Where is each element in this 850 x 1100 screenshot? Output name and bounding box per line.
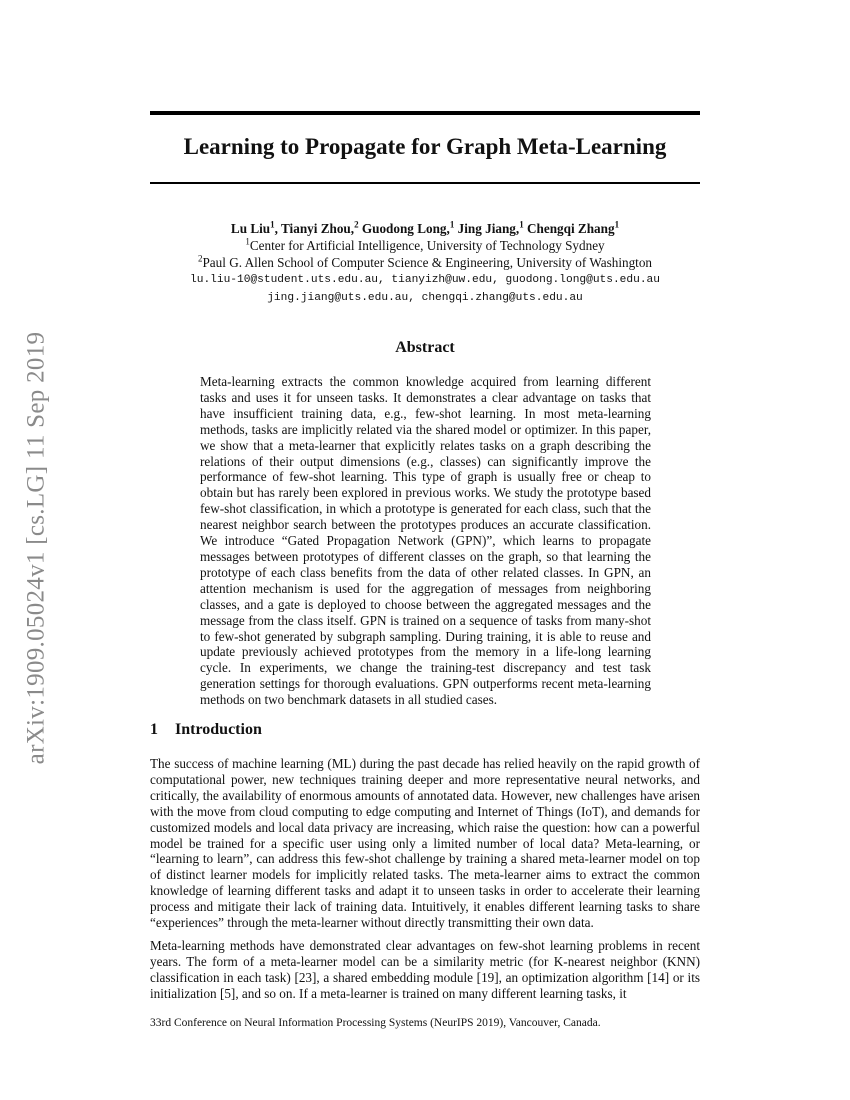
- email-line: jing.jiang@uts.edu.au, chengqi.zhang@uts.edu.au: [267, 292, 583, 304]
- section-heading-introduction: [150, 721, 262, 739]
- paragraph: The success of machine learning (ML) during the past decade has relied heavily on the rapid growth of computational power, new techniques training deeper and more representative neural networks, and critically, the availability of enormous amounts of annotated data. However, new challenges have arisen with the move from cloud computing to edge computing and Internet of Things (IoT), and demands for customized models and local data privacy are increasing, which raise the question: how can a powerful model be trained for a specific user using only a limited number of local data? Meta-learning, or “learning to learn”, can address this few-shot challenge by training a shared meta-learner model on top of distinct learner models for implicitly related tasks. The meta-learner aims to extract the common knowledge of learning different tasks and adapt it to unseen tasks in order to accelerate their learning process and mitigate their lack of training data. Intuitively, it enables different learning tasks to share “experiences” through the meta-learner without directly transmitting their own data.: [150, 756, 700, 931]
- affiliation-mark: 2: [197, 253, 203, 264]
- author-affiliation-mark: 1: [519, 219, 524, 230]
- arxiv-identifier-stamp: [16, 298, 56, 798]
- author-name: Jing Jiang,: [457, 221, 520, 236]
- paper-title: Learning to Propagate for Graph Meta-Learning: [183, 134, 667, 159]
- author-affiliation-mark: 1: [270, 219, 275, 230]
- paragraph: Meta-learning methods have demonstrated clear advantages on few-shot learning problems in recent years. The form of a meta-learner model can be a similarity metric (for K-nearest neighbor (KNN) classification in each task) [23], a shared embedding module [19], an optimization algorithm [14] or its initialization [5], and so on. If a meta-learner is trained on many different learning tasks, it: [150, 937, 700, 1001]
- conference-footnote: 33rd Conference on Neural Information Processing Systems (NeurIPS 2019), Vancouver, Canada.: [150, 1017, 601, 1029]
- introduction-body: [150, 756, 700, 1009]
- author-affiliation-mark: 2: [354, 219, 359, 230]
- author-affiliation-mark: 1: [614, 219, 620, 230]
- affiliation-mark: 1: [245, 236, 250, 247]
- title-rule-top: [150, 111, 700, 115]
- author-separator: ,: [274, 221, 278, 236]
- author-name: Chengqi Zhang: [526, 221, 615, 236]
- affiliation-line: [150, 237, 700, 254]
- affiliation-line: [150, 254, 700, 271]
- arxiv-identifier-text: arXiv:1909.05024v1 [cs.LG] 11 Sep 2019: [22, 331, 50, 765]
- author-names: [150, 220, 700, 237]
- affiliation-text: Center for Artificial Intelligence, University of Technology Sydney: [249, 238, 605, 253]
- abstract-heading: Abstract: [395, 339, 455, 356]
- author-affiliation-mark: 1: [449, 219, 455, 230]
- abstract-text: Meta-learning extracts the common knowledge acquired from learning different tasks and uses it for unseen tasks. It demonstrates a clear advantage on tasks that have insufficient training data, e.g., few-shot learning. In most meta-learning methods, tasks are implicitly related via the shared model or optimizer. In this paper, we show that a meta-learner that explicitly relates tasks on a graph describing the relations of their output dimensions (e.g., classes) can significantly improve the performance of few-shot learning. This type of graph is usually free or cheap to obtain but has rarely been explored in previous works. We study the prototype based few-shot classification, in which a prototype is generated for each class, such that the nearest neighbor search between the prototypes produces an accurate classification. We introduce “Gated Propagation Network (GPN)”, which learns to propagate messages between prototypes of different classes on the graph, so that learning the prototype of each class benefits from the data of other related classes. In GPN, an attention mechanism is used for the aggregation of messages from neighboring classes, and a gate is deployed to choose between the aggregated messages and the message from the class itself. GPN is trained on a sequence of tasks from many-shot to few-shot generated by subgraph sampling. During training, it is able to reuse and update previously achieved prototypes from the memory in a life-long learning cycle. In experiments, we change the training-test discrepancy and test task generation settings for thorough evaluations. GPN outperforms recent meta-learning methods on two benchmark datasets in all studied cases.: [200, 374, 651, 708]
- affiliation-text: Paul G. Allen School of Computer Science & Engineering, University of Washington: [202, 255, 653, 270]
- author-block: [150, 220, 700, 307]
- section-title: Introduction: [175, 721, 262, 738]
- title-rule-bottom: [150, 182, 700, 184]
- author-name: Tianyi Zhou,: [281, 221, 355, 236]
- email-line: lu.liu-10@student.uts.edu.au, tianyizh@uw.edu, guodong.long@uts.edu.au: [190, 274, 660, 286]
- section-number: 1: [150, 721, 158, 738]
- author-name: Guodong Long,: [361, 221, 450, 236]
- author-name: Lu Liu: [230, 221, 271, 236]
